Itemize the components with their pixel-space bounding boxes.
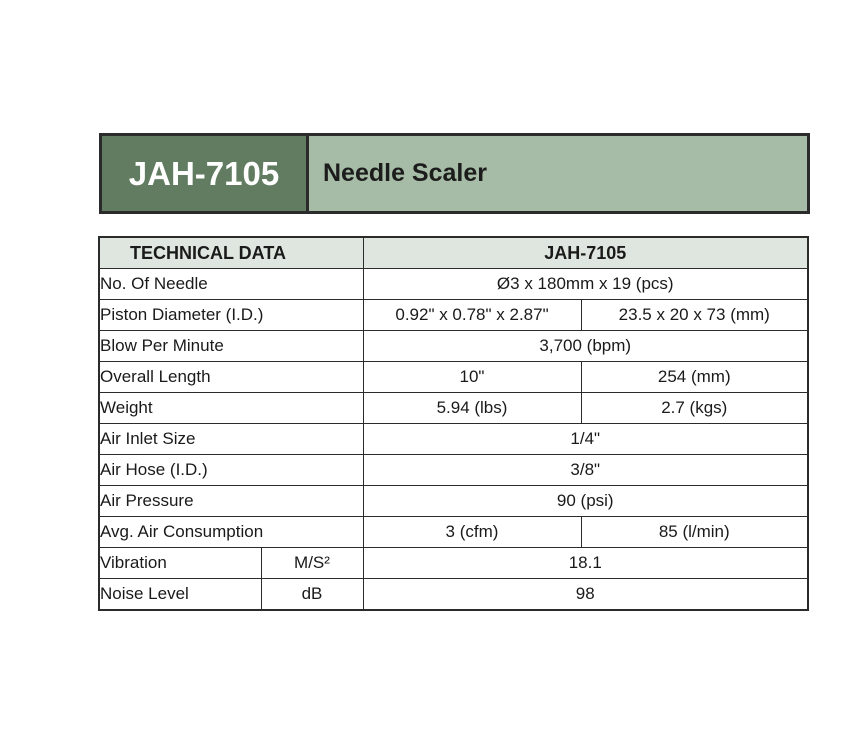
row-value-imperial: 10" (363, 362, 581, 393)
row-value: 98 (363, 579, 808, 611)
table-row (99, 300, 808, 331)
row-value-metric: 254 (mm) (581, 362, 808, 393)
table-row (99, 331, 808, 362)
banner-model: JAH-7105 (102, 136, 309, 211)
table-row (99, 517, 808, 548)
table-row (99, 455, 808, 486)
table-row (99, 579, 808, 611)
row-value: 18.1 (363, 548, 808, 579)
technical-data-table (98, 236, 809, 611)
row-value: 1/4" (363, 424, 808, 455)
row-label: Piston Diameter (I.D.) (99, 300, 363, 331)
row-label: Weight (99, 393, 363, 424)
row-label: Avg. Air Consumption (99, 517, 363, 548)
row-value: 3,700 (bpm) (363, 331, 808, 362)
row-value-imperial: 0.92" x 0.78" x 2.87" (363, 300, 581, 331)
table-row (99, 269, 808, 300)
table-row (99, 486, 808, 517)
row-label: No. Of Needle (99, 269, 363, 300)
header-technical-data: TECHNICAL DATA (99, 237, 363, 269)
row-unit: dB (261, 579, 363, 611)
header-model: JAH-7105 (363, 237, 808, 269)
row-value: 90 (psi) (363, 486, 808, 517)
row-label: Air Inlet Size (99, 424, 363, 455)
table-row (99, 548, 808, 579)
row-value-imperial: 5.94 (lbs) (363, 393, 581, 424)
row-label: Overall Length (99, 362, 363, 393)
row-unit: M/S² (261, 548, 363, 579)
row-label: Vibration (99, 548, 261, 579)
table-row (99, 362, 808, 393)
row-label: Blow Per Minute (99, 331, 363, 362)
row-value-imperial: 3 (cfm) (363, 517, 581, 548)
table-row (99, 424, 808, 455)
row-value-metric: 23.5 x 20 x 73 (mm) (581, 300, 808, 331)
product-banner (99, 133, 810, 214)
row-value-metric: 2.7 (kgs) (581, 393, 808, 424)
row-value: 3/8" (363, 455, 808, 486)
row-value: Ø3 x 180mm x 19 (pcs) (363, 269, 808, 300)
banner-product-name: Needle Scaler (323, 159, 487, 187)
row-value-metric: 85 (l/min) (581, 517, 808, 548)
row-label: Noise Level (99, 579, 261, 611)
table-row (99, 393, 808, 424)
table-header-row (99, 237, 808, 269)
row-label: Air Hose (I.D.) (99, 455, 363, 486)
row-label: Air Pressure (99, 486, 363, 517)
